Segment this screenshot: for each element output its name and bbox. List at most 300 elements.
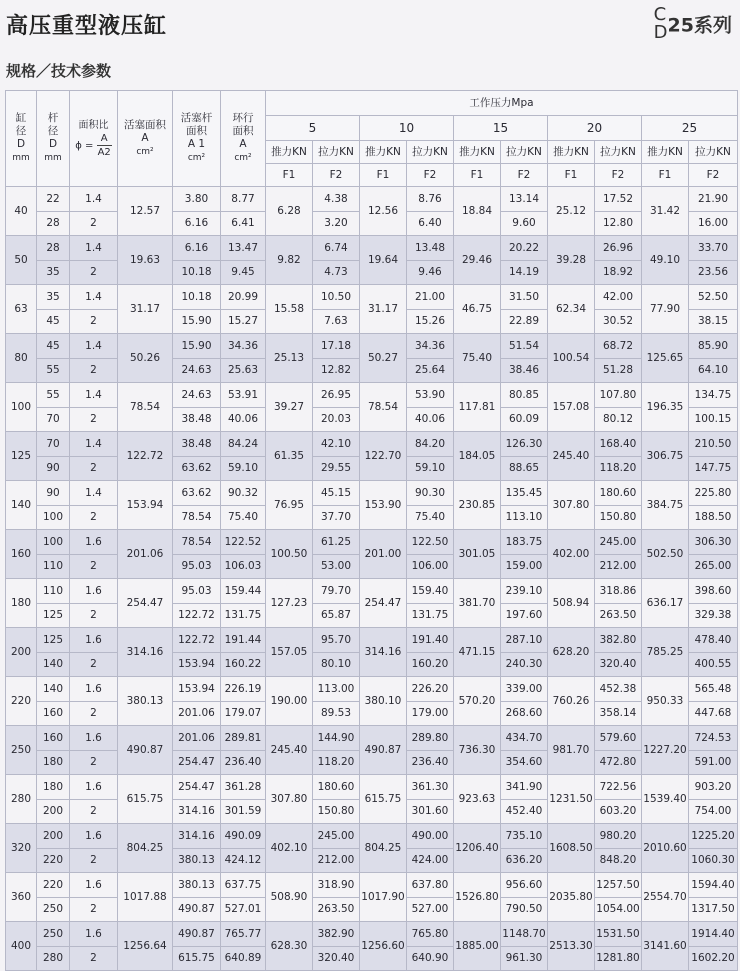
annulus-area-header: 环行 面积 A cm²: [221, 91, 266, 187]
rod-area-cell: 153.94: [173, 652, 221, 677]
push-force-cell: 636.17: [642, 579, 689, 628]
table-row: [6, 726, 738, 751]
pull-force-cell: 3.20: [313, 211, 360, 236]
push-force-cell: 18.84: [454, 187, 501, 236]
pull-force-cell: 168.40: [595, 432, 642, 457]
push-force-cell: 1017.90: [360, 873, 407, 922]
piston-area-cell: 380.13: [118, 677, 173, 726]
pull-force-cell: 84.20: [407, 432, 454, 457]
rod-area-cell: 201.06: [173, 701, 221, 726]
annulus-area-cell: 226.19: [221, 677, 266, 702]
rod-diameter-cell: 140: [37, 677, 70, 702]
pull-force-cell: 159.00: [501, 554, 548, 579]
pull-header: 拉力KN: [501, 141, 548, 164]
annulus-area-cell: 160.22: [221, 652, 266, 677]
pull-force-cell: 1257.50: [595, 873, 642, 898]
pull-force-cell: 144.90: [313, 726, 360, 751]
push-force-cell: 950.33: [642, 677, 689, 726]
pull-force-cell: 434.70: [501, 726, 548, 751]
pull-force-cell: 118.20: [313, 750, 360, 775]
piston-area-cell: 201.06: [118, 530, 173, 579]
pull-force-cell: 12.80: [595, 211, 642, 236]
push-force-cell: 615.75: [360, 775, 407, 824]
push-force-cell: 314.16: [360, 628, 407, 677]
area-ratio-cell: 2: [70, 603, 118, 628]
rod-header: 杆 径 D mm: [37, 91, 70, 187]
rod-area-cell: 254.47: [173, 750, 221, 775]
pull-force-cell: 15.26: [407, 309, 454, 334]
f1-header: F1: [454, 164, 501, 187]
rod-area-cell: 380.13: [173, 873, 221, 898]
f1-header: F1: [548, 164, 595, 187]
series-label: [654, 6, 732, 42]
bore-cell: 250: [6, 726, 37, 775]
pull-force-cell: 80.12: [595, 407, 642, 432]
push-force-cell: 196.35: [642, 383, 689, 432]
pull-force-cell: 13.14: [501, 187, 548, 212]
rod-diameter-cell: 280: [37, 946, 70, 971]
push-force-cell: 402.00: [548, 530, 595, 579]
push-force-cell: 1256.60: [360, 922, 407, 971]
push-force-cell: 100.54: [548, 334, 595, 383]
pull-force-cell: 447.68: [689, 701, 738, 726]
piston-area-cell: 1017.88: [118, 873, 173, 922]
annulus-area-cell: 15.27: [221, 309, 266, 334]
rod-area-cell: 254.47: [173, 775, 221, 800]
push-force-cell: 190.00: [266, 677, 313, 726]
push-force-cell: 502.50: [642, 530, 689, 579]
pull-force-cell: 1602.20: [689, 946, 738, 971]
table-header: [6, 91, 738, 187]
pull-force-cell: 25.64: [407, 358, 454, 383]
pull-force-cell: 472.80: [595, 750, 642, 775]
rod-diameter-cell: 35: [37, 285, 70, 310]
bore-cell: 180: [6, 579, 37, 628]
push-force-cell: 76.95: [266, 481, 313, 530]
pull-force-cell: 180.60: [595, 481, 642, 506]
table-row: [6, 775, 738, 800]
bore-cell: 200: [6, 628, 37, 677]
pull-header: 拉力KN: [407, 141, 454, 164]
pull-force-cell: 68.72: [595, 334, 642, 359]
piston-area-cell: 615.75: [118, 775, 173, 824]
annulus-area-cell: 34.36: [221, 334, 266, 359]
pull-force-cell: 12.82: [313, 358, 360, 383]
table-body: [6, 187, 738, 971]
pull-force-cell: 341.90: [501, 775, 548, 800]
pressure-15: 15: [454, 116, 548, 141]
piston-area-cell: 122.72: [118, 432, 173, 481]
annulus-area-cell: 490.09: [221, 824, 266, 849]
rod-diameter-cell: 110: [37, 554, 70, 579]
push-force-cell: 1539.40: [642, 775, 689, 824]
pull-force-cell: 17.52: [595, 187, 642, 212]
push-force-cell: 184.05: [454, 432, 501, 481]
push-force-cell: 25.12: [548, 187, 595, 236]
pull-force-cell: 1281.80: [595, 946, 642, 971]
pull-force-cell: 722.56: [595, 775, 642, 800]
piston-area-cell: 50.26: [118, 334, 173, 383]
rod-area-cell: 490.87: [173, 922, 221, 947]
pull-force-cell: 38.15: [689, 309, 738, 334]
rod-area-cell: 314.16: [173, 799, 221, 824]
rod-diameter-cell: 125: [37, 603, 70, 628]
annulus-area-cell: 527.01: [221, 897, 266, 922]
rod-diameter-cell: 160: [37, 726, 70, 751]
annulus-area-cell: 236.40: [221, 750, 266, 775]
annulus-area-cell: 361.28: [221, 775, 266, 800]
pull-force-cell: 212.00: [595, 554, 642, 579]
area-ratio-cell: 1.4: [70, 187, 118, 212]
push-force-cell: 1526.80: [454, 873, 501, 922]
pull-force-cell: 265.00: [689, 554, 738, 579]
pull-force-cell: 22.89: [501, 309, 548, 334]
area-ratio-cell: 2: [70, 456, 118, 481]
spec-table: [5, 90, 738, 971]
rod-area-cell: 24.63: [173, 358, 221, 383]
push-force-cell: 39.28: [548, 236, 595, 285]
pull-force-cell: 113.10: [501, 505, 548, 530]
pull-force-cell: 640.90: [407, 946, 454, 971]
push-force-cell: 2554.70: [642, 873, 689, 922]
pull-force-cell: 37.70: [313, 505, 360, 530]
pull-force-cell: 53.00: [313, 554, 360, 579]
pull-force-cell: 452.38: [595, 677, 642, 702]
push-force-cell: 25.13: [266, 334, 313, 383]
pull-force-cell: 320.40: [595, 652, 642, 677]
pressure-20: 20: [548, 116, 642, 141]
annulus-area-cell: 8.77: [221, 187, 266, 212]
area-ratio-cell: 1.6: [70, 530, 118, 555]
push-force-cell: 471.15: [454, 628, 501, 677]
rod-diameter-cell: 160: [37, 701, 70, 726]
pull-header: 拉力KN: [689, 141, 738, 164]
bore-cell: 63: [6, 285, 37, 334]
push-force-cell: 100.50: [266, 530, 313, 579]
push-force-cell: 122.70: [360, 432, 407, 481]
pull-force-cell: 106.00: [407, 554, 454, 579]
rod-diameter-cell: 220: [37, 848, 70, 873]
area-ratio-cell: 2: [70, 750, 118, 775]
piston-area-cell: 314.16: [118, 628, 173, 677]
pull-force-cell: 236.40: [407, 750, 454, 775]
pull-force-cell: 134.75: [689, 383, 738, 408]
push-force-cell: 157.08: [548, 383, 595, 432]
pull-force-cell: 40.06: [407, 407, 454, 432]
push-force-cell: 923.63: [454, 775, 501, 824]
annulus-area-cell: 191.44: [221, 628, 266, 653]
pull-force-cell: 565.48: [689, 677, 738, 702]
push-force-cell: 62.34: [548, 285, 595, 334]
pull-force-cell: 191.40: [407, 628, 454, 653]
pull-force-cell: 6.74: [313, 236, 360, 261]
push-force-cell: 201.00: [360, 530, 407, 579]
rod-diameter-cell: 220: [37, 873, 70, 898]
push-force-cell: 75.40: [454, 334, 501, 383]
pull-force-cell: 724.53: [689, 726, 738, 751]
table-row: [6, 628, 738, 653]
push-force-cell: 2035.80: [548, 873, 595, 922]
pull-force-cell: 240.30: [501, 652, 548, 677]
pull-force-cell: 79.70: [313, 579, 360, 604]
table-row: [6, 579, 738, 604]
pull-force-cell: 210.50: [689, 432, 738, 457]
ratio-fraction: $\frac{A}{A2}$: [97, 132, 111, 158]
rod-area-cell: 78.54: [173, 505, 221, 530]
pull-force-cell: 1531.50: [595, 922, 642, 947]
pull-force-cell: 75.40: [407, 505, 454, 530]
push-force-cell: 380.10: [360, 677, 407, 726]
rod-area-cell: 201.06: [173, 726, 221, 751]
pull-force-cell: 527.00: [407, 897, 454, 922]
f2-header: F2: [595, 164, 642, 187]
pull-force-cell: 159.40: [407, 579, 454, 604]
rod-diameter-cell: 200: [37, 824, 70, 849]
rod-area-cell: 78.54: [173, 530, 221, 555]
pull-force-cell: 1148.70: [501, 922, 548, 947]
pull-force-cell: 45.15: [313, 481, 360, 506]
series-c: C: [653, 4, 667, 25]
push-force-cell: 39.27: [266, 383, 313, 432]
piston-area-cell: 254.47: [118, 579, 173, 628]
pull-force-cell: 30.52: [595, 309, 642, 334]
pull-force-cell: 20.03: [313, 407, 360, 432]
push-force-cell: 508.94: [548, 579, 595, 628]
push-force-cell: 125.65: [642, 334, 689, 383]
pull-force-cell: 1225.20: [689, 824, 738, 849]
rod-diameter-cell: 180: [37, 775, 70, 800]
annulus-area-cell: 25.63: [221, 358, 266, 383]
annulus-area-cell: 131.75: [221, 603, 266, 628]
bore-cell: 140: [6, 481, 37, 530]
rod-area-cell: 3.80: [173, 187, 221, 212]
push-force-cell: 785.25: [642, 628, 689, 677]
area-ratio-cell: 1.6: [70, 824, 118, 849]
pull-force-cell: 51.54: [501, 334, 548, 359]
pull-force-cell: 26.95: [313, 383, 360, 408]
pull-force-cell: 636.20: [501, 848, 548, 873]
area-ratio-cell: 2: [70, 946, 118, 971]
pull-force-cell: 263.50: [313, 897, 360, 922]
annulus-area-cell: 640.89: [221, 946, 266, 971]
annulus-area-cell: 40.06: [221, 407, 266, 432]
push-force-cell: 301.05: [454, 530, 501, 579]
push-force-cell: 3141.60: [642, 922, 689, 971]
annulus-area-cell: 289.81: [221, 726, 266, 751]
rod-area-cell: 122.72: [173, 628, 221, 653]
push-force-cell: 306.75: [642, 432, 689, 481]
area-ratio-cell: 2: [70, 407, 118, 432]
pull-force-cell: 31.50: [501, 285, 548, 310]
pull-force-cell: 20.22: [501, 236, 548, 261]
pull-force-cell: 735.10: [501, 824, 548, 849]
area-ratio-cell: 1.4: [70, 285, 118, 310]
bore-cell: 400: [6, 922, 37, 971]
push-force-cell: 49.10: [642, 236, 689, 285]
push-force-cell: 6.28: [266, 187, 313, 236]
bore-cell: 80: [6, 334, 37, 383]
pull-force-cell: 65.87: [313, 603, 360, 628]
area-ratio-cell: 2: [70, 260, 118, 285]
annulus-area-cell: 637.75: [221, 873, 266, 898]
pull-force-cell: 398.60: [689, 579, 738, 604]
push-header: 推力KN: [548, 141, 595, 164]
rod-diameter-cell: 28: [37, 211, 70, 236]
annulus-area-cell: 90.32: [221, 481, 266, 506]
annulus-area-cell: 424.12: [221, 848, 266, 873]
pull-force-cell: 60.09: [501, 407, 548, 432]
rod-diameter-cell: 28: [37, 236, 70, 261]
area-ratio-cell: 1.4: [70, 383, 118, 408]
push-force-cell: 245.40: [548, 432, 595, 481]
bore-cell: 100: [6, 383, 37, 432]
table-row: [6, 481, 738, 506]
push-force-cell: 804.25: [360, 824, 407, 873]
push-force-cell: 31.17: [360, 285, 407, 334]
push-force-cell: 508.90: [266, 873, 313, 922]
pull-force-cell: 183.75: [501, 530, 548, 555]
pull-force-cell: 754.00: [689, 799, 738, 824]
pull-force-cell: 131.75: [407, 603, 454, 628]
pull-force-cell: 38.46: [501, 358, 548, 383]
rod-area-cell: 10.18: [173, 285, 221, 310]
push-force-cell: 254.47: [360, 579, 407, 628]
rod-area-cell: 153.94: [173, 677, 221, 702]
table-row: [6, 922, 738, 947]
pull-force-cell: 135.45: [501, 481, 548, 506]
pull-force-cell: 33.70: [689, 236, 738, 261]
pull-force-cell: 637.80: [407, 873, 454, 898]
push-force-cell: 29.46: [454, 236, 501, 285]
pull-force-cell: 490.00: [407, 824, 454, 849]
push-force-cell: 307.80: [548, 481, 595, 530]
pull-force-cell: 382.90: [313, 922, 360, 947]
area-ratio-cell: 1.4: [70, 334, 118, 359]
rod-area-cell: 10.18: [173, 260, 221, 285]
pull-force-cell: 80.85: [501, 383, 548, 408]
annulus-area-cell: 106.03: [221, 554, 266, 579]
push-force-cell: 736.30: [454, 726, 501, 775]
rod-diameter-cell: 200: [37, 799, 70, 824]
rod-diameter-cell: 250: [37, 922, 70, 947]
table-row: [6, 873, 738, 898]
bore-cell: 360: [6, 873, 37, 922]
rod-area-header: 活塞杆 面积 A 1 cm²: [173, 91, 221, 187]
pull-force-cell: 42.00: [595, 285, 642, 310]
table-row: [6, 285, 738, 310]
f2-header: F2: [313, 164, 360, 187]
pull-force-cell: 903.20: [689, 775, 738, 800]
pull-force-cell: 42.10: [313, 432, 360, 457]
push-force-cell: 570.20: [454, 677, 501, 726]
rod-diameter-cell: 55: [37, 383, 70, 408]
pull-force-cell: 179.00: [407, 701, 454, 726]
rod-area-cell: 24.63: [173, 383, 221, 408]
push-force-cell: 19.64: [360, 236, 407, 285]
pull-force-cell: 579.60: [595, 726, 642, 751]
pull-force-cell: 23.56: [689, 260, 738, 285]
area-ratio-cell: 2: [70, 211, 118, 236]
rod-diameter-cell: 35: [37, 260, 70, 285]
pull-force-cell: 89.53: [313, 701, 360, 726]
pull-force-cell: 29.55: [313, 456, 360, 481]
annulus-area-cell: 13.47: [221, 236, 266, 261]
rod-area-cell: 122.72: [173, 603, 221, 628]
pull-force-cell: 6.40: [407, 211, 454, 236]
pull-force-cell: 90.30: [407, 481, 454, 506]
f1-header: F1: [266, 164, 313, 187]
table-row: [6, 530, 738, 555]
push-force-cell: 628.30: [266, 922, 313, 971]
bore-cell: 40: [6, 187, 37, 236]
area-ratio-header: 面积比 ϕ = $\frac{A}{A2}$: [70, 91, 118, 187]
pull-force-cell: 354.60: [501, 750, 548, 775]
bore-cell: 50: [6, 236, 37, 285]
push-force-cell: 402.10: [266, 824, 313, 873]
area-ratio-cell: 2: [70, 358, 118, 383]
pull-force-cell: 85.90: [689, 334, 738, 359]
pull-header: 拉力KN: [595, 141, 642, 164]
push-force-cell: 230.85: [454, 481, 501, 530]
pull-force-cell: 52.50: [689, 285, 738, 310]
annulus-area-cell: 53.91: [221, 383, 266, 408]
pull-force-cell: 150.80: [313, 799, 360, 824]
annulus-area-cell: 179.07: [221, 701, 266, 726]
pull-force-cell: 1317.50: [689, 897, 738, 922]
push-force-cell: 2010.60: [642, 824, 689, 873]
rod-diameter-cell: 110: [37, 579, 70, 604]
pull-force-cell: 95.70: [313, 628, 360, 653]
push-force-cell: 77.90: [642, 285, 689, 334]
pull-force-cell: 1914.40: [689, 922, 738, 947]
table-row: [6, 236, 738, 261]
rod-diameter-cell: 45: [37, 334, 70, 359]
pull-force-cell: 160.20: [407, 652, 454, 677]
bore-cell: 280: [6, 775, 37, 824]
rod-area-cell: 63.62: [173, 481, 221, 506]
rod-area-cell: 314.16: [173, 824, 221, 849]
push-force-cell: 117.81: [454, 383, 501, 432]
piston-area-cell: 153.94: [118, 481, 173, 530]
piston-area-cell: 490.87: [118, 726, 173, 775]
series-suffix: 25系列: [667, 14, 732, 37]
pull-force-cell: 1594.40: [689, 873, 738, 898]
pull-force-cell: 10.50: [313, 285, 360, 310]
rod-area-cell: 6.16: [173, 236, 221, 261]
pull-force-cell: 287.10: [501, 628, 548, 653]
pull-force-cell: 245.00: [313, 824, 360, 849]
area-ratio-cell: 1.6: [70, 775, 118, 800]
pull-force-cell: 225.80: [689, 481, 738, 506]
pull-force-cell: 382.80: [595, 628, 642, 653]
pull-force-cell: 113.00: [313, 677, 360, 702]
table-row: [6, 383, 738, 408]
rod-area-cell: 38.48: [173, 432, 221, 457]
pressure-5: 5: [266, 116, 360, 141]
piston-area-cell: 12.57: [118, 187, 173, 236]
piston-area-header: 活塞面积 A cm²: [118, 91, 173, 187]
push-force-cell: 1206.40: [454, 824, 501, 873]
rod-diameter-cell: 55: [37, 358, 70, 383]
push-header: 推力KN: [266, 141, 313, 164]
push-force-cell: 153.90: [360, 481, 407, 530]
pull-force-cell: 1060.30: [689, 848, 738, 873]
annulus-area-cell: 159.44: [221, 579, 266, 604]
pull-force-cell: 13.48: [407, 236, 454, 261]
push-force-cell: 127.23: [266, 579, 313, 628]
pull-force-cell: 961.30: [501, 946, 548, 971]
f1-header: F1: [642, 164, 689, 187]
